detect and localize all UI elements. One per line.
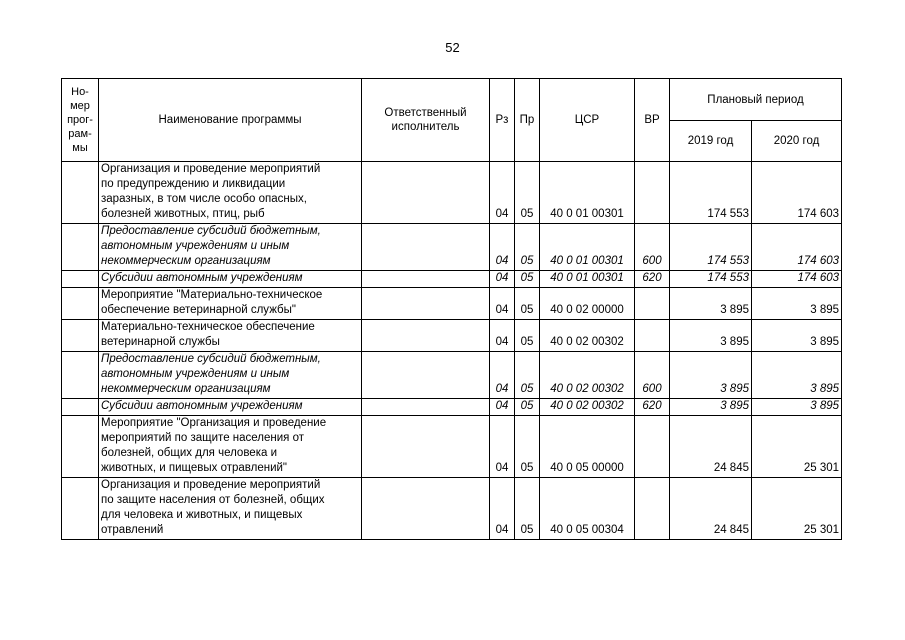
page-number: 52 — [445, 40, 460, 55]
csr-cell: 40 0 01 00301 — [540, 224, 635, 271]
program-number-cell — [62, 320, 99, 352]
amount-2019-cell: 3 895 — [670, 288, 752, 320]
header-pr: Пр — [515, 79, 540, 162]
vr-cell: 620 — [635, 399, 670, 416]
executor-cell — [362, 224, 490, 271]
program-number-cell — [62, 352, 99, 399]
csr-cell: 40 0 02 00302 — [540, 320, 635, 352]
program-name-cell: Организация и проведение мероприятий по защите населения от болезней, общих для человека и животных, и пищевых отравлений — [99, 478, 362, 540]
header-program-name: Наименование программы — [99, 79, 362, 162]
csr-cell: 40 0 05 00000 — [540, 416, 635, 478]
amount-2020-cell: 174 603 — [752, 224, 842, 271]
amount-2019-cell: 3 895 — [670, 352, 752, 399]
amount-2020-cell: 25 301 — [752, 416, 842, 478]
executor-cell — [362, 352, 490, 399]
amount-2019-cell: 174 553 — [670, 224, 752, 271]
amount-2019-cell: 174 553 — [670, 271, 752, 288]
csr-cell: 40 0 01 00301 — [540, 162, 635, 224]
amount-2019-cell: 24 845 — [670, 416, 752, 478]
vr-cell: 620 — [635, 271, 670, 288]
header-rz: Рз — [490, 79, 515, 162]
rz-cell: 04 — [490, 478, 515, 540]
table-row — [62, 162, 842, 224]
rz-cell: 04 — [490, 288, 515, 320]
csr-cell: 40 0 02 00302 — [540, 352, 635, 399]
vr-cell — [635, 162, 670, 224]
vr-cell: 600 — [635, 224, 670, 271]
rz-cell: 04 — [490, 224, 515, 271]
table-row — [62, 352, 842, 399]
amount-2020-cell: 3 895 — [752, 352, 842, 399]
table-body — [62, 162, 842, 540]
table-row — [62, 416, 842, 478]
header-csr: ЦСР — [540, 79, 635, 162]
executor-cell — [362, 162, 490, 224]
vr-cell — [635, 288, 670, 320]
vr-cell — [635, 416, 670, 478]
table-row — [62, 288, 842, 320]
pr-cell: 05 — [515, 478, 540, 540]
csr-cell: 40 0 01 00301 — [540, 271, 635, 288]
pr-cell: 05 — [515, 416, 540, 478]
pr-cell: 05 — [515, 271, 540, 288]
amount-2019-cell: 3 895 — [670, 320, 752, 352]
program-name-cell: Субсидии автономным учреждениям — [99, 271, 362, 288]
table-row — [62, 224, 842, 271]
program-name-cell: Предоставление субсидий бюджетным, автономным учреждениям и иным некоммерческим организациям — [99, 224, 362, 271]
program-name-cell: Организация и проведение мероприятий по предупреждению и ликвидации заразных, в том числе особо опасных, болезней животных, птиц, рыб — [99, 162, 362, 224]
executor-cell — [362, 478, 490, 540]
amount-2019-cell: 24 845 — [670, 478, 752, 540]
pr-cell: 05 — [515, 352, 540, 399]
header-year-2020: 2020 год — [752, 121, 842, 162]
rz-cell: 04 — [490, 416, 515, 478]
table-row — [62, 478, 842, 540]
executor-cell — [362, 320, 490, 352]
amount-2020-cell: 3 895 — [752, 320, 842, 352]
program-number-cell — [62, 271, 99, 288]
csr-cell: 40 0 02 00302 — [540, 399, 635, 416]
csr-cell: 40 0 05 00304 — [540, 478, 635, 540]
program-name-cell: Мероприятие "Материально-техническое обеспечение ветеринарной службы" — [99, 288, 362, 320]
amount-2020-cell: 3 895 — [752, 288, 842, 320]
executor-cell — [362, 399, 490, 416]
amount-2020-cell: 174 603 — [752, 162, 842, 224]
pr-cell: 05 — [515, 224, 540, 271]
table-row — [62, 320, 842, 352]
program-number-cell — [62, 416, 99, 478]
program-number-cell — [62, 224, 99, 271]
amount-2020-cell: 174 603 — [752, 271, 842, 288]
pr-cell: 05 — [515, 162, 540, 224]
amount-2020-cell: 25 301 — [752, 478, 842, 540]
executor-cell — [362, 271, 490, 288]
header-year-2019: 2019 год — [670, 121, 752, 162]
pr-cell: 05 — [515, 288, 540, 320]
program-name-cell: Мероприятие "Организация и проведение мероприятий по защите населения от болезней, общих для человека и животных, и пищевых отравлений" — [99, 416, 362, 478]
program-name-cell: Материально-техническое обеспечение ветеринарной службы — [99, 320, 362, 352]
table-row — [62, 399, 842, 416]
header-planned-period: Плановый период — [670, 79, 842, 121]
table-row — [62, 271, 842, 288]
rz-cell: 04 — [490, 320, 515, 352]
header-executor: Ответственный исполнитель — [362, 79, 490, 162]
pr-cell: 05 — [515, 320, 540, 352]
program-number-cell — [62, 478, 99, 540]
pr-cell: 05 — [515, 399, 540, 416]
amount-2020-cell: 3 895 — [752, 399, 842, 416]
budget-table — [61, 78, 842, 540]
rz-cell: 04 — [490, 399, 515, 416]
program-number-cell — [62, 399, 99, 416]
header-program-number: Но- мер прог- рам- мы — [62, 79, 99, 162]
program-number-cell — [62, 162, 99, 224]
rz-cell: 04 — [490, 271, 515, 288]
amount-2019-cell: 174 553 — [670, 162, 752, 224]
program-name-cell: Субсидии автономным учреждениям — [99, 399, 362, 416]
vr-cell — [635, 478, 670, 540]
rz-cell: 04 — [490, 352, 515, 399]
vr-cell: 600 — [635, 352, 670, 399]
executor-cell — [362, 288, 490, 320]
program-name-cell: Предоставление субсидий бюджетным, автономным учреждениям и иным некоммерческим организациям — [99, 352, 362, 399]
csr-cell: 40 0 02 00000 — [540, 288, 635, 320]
header-vr: ВР — [635, 79, 670, 162]
executor-cell — [362, 416, 490, 478]
amount-2019-cell: 3 895 — [670, 399, 752, 416]
program-number-cell — [62, 288, 99, 320]
vr-cell — [635, 320, 670, 352]
rz-cell: 04 — [490, 162, 515, 224]
